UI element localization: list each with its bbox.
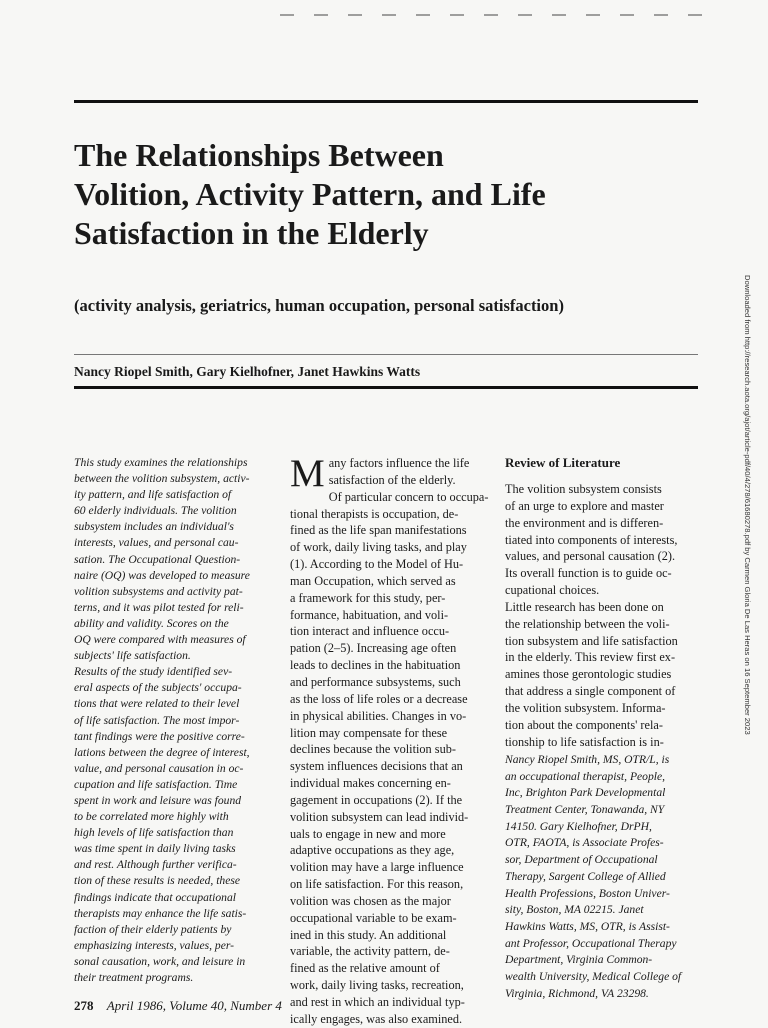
review-line: Its overall function is to guide oc- (505, 566, 672, 581)
body-line: uals to engage in new and more (290, 826, 446, 841)
body-line: ined in this study. An additional (290, 927, 447, 942)
bio-line: Therapy, Sargent College of Allied (505, 869, 666, 883)
review-line: cupational choices. (505, 583, 600, 598)
abstract-line: Results of the study identified sev- (74, 665, 233, 679)
title-line: Volition, Activity Pattern, and Life (74, 176, 546, 212)
body-line: system influences decisions that an (290, 759, 463, 774)
body-line: volition subsystem can lead individ- (290, 809, 469, 824)
author-list: Nancy Riopel Smith, Gary Kielhofner, Janet Hawkins Watts (74, 364, 421, 379)
abstract-line: findings indicate that occupational (74, 890, 236, 904)
abstract-line: subsystem includes an individual's (74, 520, 234, 534)
page-footer (74, 998, 282, 1014)
bio-line: Treatment Center, Tonawanda, NY (505, 803, 665, 817)
abstract-line: cupation and life satisfaction. Time (74, 777, 238, 791)
title-line: The Relationships Between (74, 137, 444, 173)
abstract-line: lations between the degree of interest, (74, 745, 250, 759)
keywords: (activity analysis, geriatrics, human occupation, personal satisfaction) (74, 296, 564, 315)
abstract-line: high levels of life satisfaction than (74, 826, 234, 840)
review-line: tion about the components' rela- (505, 717, 663, 732)
title-line: Satisfaction in the Elderly (74, 215, 429, 251)
review-column (505, 455, 701, 751)
body-line: pation (2–5). Increasing age often (290, 641, 457, 656)
review-line: in the elderly. This review first ex- (505, 650, 676, 665)
abstract-line: sonal causation, work, and leisure in (74, 954, 246, 968)
review-line: Little research has been done on (505, 599, 664, 614)
body-line: as the loss of life roles or a decrease (290, 691, 468, 706)
bio-line: wealth University, Medical College of (505, 969, 682, 983)
abstract-line: spent in work and leisure was found (74, 793, 242, 807)
body-line: fined as the life span manifestations (290, 523, 467, 538)
abstract-line: therapists may enhance the life satis- (74, 906, 247, 920)
abstract-column (74, 455, 270, 986)
bio-line: Inc, Brighton Park Developmental (505, 786, 666, 800)
body-line: leads to declines in the habituation (290, 658, 461, 673)
review-line: tion subsystem and life satisfaction (505, 633, 678, 648)
review-line: that address a single component of (505, 684, 676, 699)
review-line: the volition subsystem. Informa- (505, 700, 666, 715)
abstract-line: emphasizing interests, values, per- (74, 938, 235, 952)
body-line: man Occupation, which served as (290, 573, 456, 588)
bio-line: ant Professor, Occupational Therapy (505, 936, 677, 950)
author-affiliations (505, 752, 705, 1002)
body-line: of work, daily living tasks, and play (290, 540, 467, 555)
body-line: and performance subsystems, such (290, 674, 461, 689)
bottom-rule (74, 386, 698, 389)
download-side-note (740, 275, 754, 1005)
review-line: values, and personal causation (2). (505, 549, 676, 564)
body-line: tional therapists is occupation, de- (290, 506, 459, 521)
body-column (290, 452, 489, 1028)
body-line: and rest in which an individual typ- (290, 995, 465, 1009)
body-line: fined as the relative amount of (290, 961, 440, 976)
abstract-line: subjects' life satisfaction. (74, 649, 191, 663)
body-line: any factors influence the life (328, 456, 470, 470)
review-line: amines those gerontologic studies (505, 667, 672, 682)
review-line: tionship to life satisfaction is in- (505, 734, 664, 749)
body-line: satisfaction of the elderly. (328, 472, 456, 487)
body-line: declines because the volition sub- (290, 742, 456, 757)
body-line: occupational variable to be exam- (290, 910, 457, 925)
bio-line: sor, Department of Occupational (505, 853, 658, 867)
abstract-line: ity pattern, and life satisfaction of (74, 488, 232, 502)
abstract-line: volition subsystems and activity pat- (74, 584, 243, 598)
review-line: The volition subsystem consists (505, 482, 662, 496)
top-rule (74, 100, 698, 103)
abstract-line: terns, and it was pilot tested for reli- (74, 600, 244, 614)
body-line: gagement in occupations (2). If the (290, 792, 463, 807)
abstract-line: of life satisfaction. The most impor- (74, 713, 240, 727)
body-line: a framework for this study, per- (290, 590, 446, 605)
abstract-line: eral aspects of the subjects' occupa- (74, 681, 242, 695)
body-line: in physical abilities. Changes in vo- (290, 708, 467, 723)
abstract-line: their treatment programs. (74, 971, 194, 984)
abstract-line: ability and validity. Scores on the (74, 616, 229, 630)
bio-line: OTR, FAOTA, is Associate Profes- (505, 836, 664, 850)
page-number: 278 (74, 998, 94, 1013)
review-line: the environment and is differen- (505, 515, 664, 530)
download-notice: Downloaded from http://research.aota.org/ajot/article-pdf/40/4/278/61680278.pdf by Carmen Gloria De Las Heras on 16 September 2023 (743, 275, 752, 735)
abstract-line: 60 elderly individuals. The volition (74, 504, 237, 518)
drop-cap: M (290, 452, 325, 495)
bio-line: Health Professions, Boston Univer- (505, 886, 670, 900)
scan-artifact-dashes (280, 14, 720, 16)
abstract-line: tion of these results is needed, these (74, 874, 241, 888)
body-line: ically engages, was also examined. (290, 1011, 463, 1026)
bio-line: sity, Boston, MA 02215. Janet (505, 903, 644, 917)
abstract-line: value, and personal causation in oc- (74, 761, 244, 775)
bio-line: 14150. Gary Kielhofner, DrPH, (505, 819, 652, 833)
bio-line: an occupational therapist, People, (505, 769, 666, 783)
abstract-line: faction of their elderly patients by (74, 922, 232, 936)
body-text (290, 489, 488, 1028)
bio-line: Department, Virginia Common- (505, 953, 653, 967)
article-title (74, 136, 698, 253)
body-line: lition may compensate for these (290, 725, 448, 740)
review-line: the relationship between the voli- (505, 616, 670, 631)
body-line: tion interact and influence occu- (290, 624, 450, 639)
body-line: Of particular concern to occupa- (328, 489, 489, 504)
abstract-line: to be correlated more highly with (74, 810, 229, 824)
abstract-line: sation. The Occupational Question- (74, 552, 241, 566)
body-line: (1). According to the Model of Hu- (290, 557, 464, 572)
body-line: volition was chosen as the major (290, 893, 451, 908)
section-heading: Review of Literature (505, 455, 621, 470)
body-line: individual makes concerning en- (290, 776, 451, 791)
body-line: on life satisfaction. For this reason, (290, 877, 464, 892)
journal-citation: April 1986, Volume 40, Number 4 (106, 998, 282, 1013)
middle-rule (74, 354, 698, 355)
review-line: tiated into components of interests, (505, 532, 678, 547)
body-line: formance, habituation, and voli- (290, 607, 449, 622)
review-line: of an urge to explore and master (505, 498, 664, 513)
review-text (505, 481, 701, 751)
abstract-line: tant findings were the positive corre- (74, 729, 245, 743)
abstract-line: naire (OQ) was developed to measure (74, 568, 250, 582)
body-line: adaptive occupations as they age, (290, 843, 455, 858)
abstract-line: This study examines the relationships (74, 456, 248, 469)
body-line: volition may have a large influence (290, 860, 464, 875)
abstract-line: OQ were compared with measures of (74, 633, 246, 647)
abstract-line: interests, values, and personal cau- (74, 536, 239, 550)
abstract-line: between the volition subsystem, activ- (74, 472, 250, 486)
body-line: work, daily living tasks, recreation, (290, 978, 464, 993)
bio-line: Nancy Riopel Smith, MS, OTR/L, is (505, 753, 670, 766)
abstract-line: was time spent in daily living tasks (74, 842, 236, 856)
abstract-line: and rest. Although further verifica- (74, 858, 237, 872)
abstract-line: tions that were related to their level (74, 697, 240, 711)
bio-line: Hawkins Watts, MS, OTR, is Assist- (505, 919, 670, 933)
body-line: variable, the activity pattern, de- (290, 944, 450, 959)
bio-line: Virginia, Richmond, VA 23298. (505, 986, 649, 1000)
